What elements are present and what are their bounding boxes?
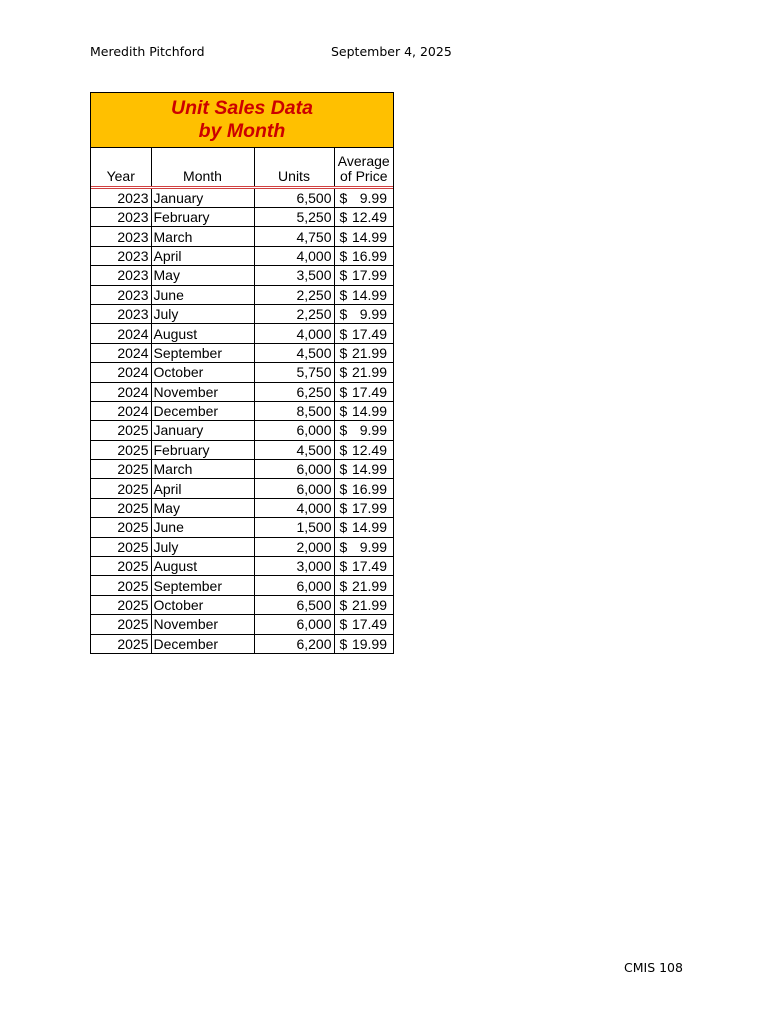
cell-price <box>334 460 393 479</box>
currency-symbol: $ <box>339 480 348 497</box>
currency-symbol: $ <box>339 209 348 226</box>
cell-units: 4,750 <box>254 227 334 246</box>
price-value: 14.99 <box>351 403 387 420</box>
table-row <box>91 460 393 479</box>
currency-symbol: $ <box>339 577 348 594</box>
cell-units: 6,500 <box>254 188 334 208</box>
currency-symbol: $ <box>339 538 348 555</box>
cell-price <box>334 440 393 459</box>
cell-price <box>334 557 393 576</box>
table-row <box>91 595 393 614</box>
cell-price <box>334 634 393 653</box>
cell-units: 4,000 <box>254 246 334 265</box>
cell-year: 2023 <box>91 227 151 246</box>
cell-price <box>334 188 393 208</box>
cell-year: 2025 <box>91 576 151 595</box>
price-value: 16.99 <box>351 480 387 497</box>
cell-price <box>334 246 393 265</box>
cell-year: 2023 <box>91 188 151 208</box>
cell-price <box>334 401 393 420</box>
col-header-month: Month <box>151 148 254 188</box>
currency-symbol: $ <box>339 364 348 381</box>
cell-month: October <box>151 595 254 614</box>
cell-month: September <box>151 576 254 595</box>
currency-symbol: $ <box>339 344 348 361</box>
cell-units: 4,500 <box>254 440 334 459</box>
currency-symbol: $ <box>339 616 348 633</box>
cell-month: May <box>151 498 254 517</box>
col-header-price <box>334 148 393 188</box>
cell-units: 5,750 <box>254 363 334 382</box>
column-header-row <box>91 148 393 188</box>
cell-year: 2025 <box>91 518 151 537</box>
cell-year: 2024 <box>91 382 151 401</box>
currency-symbol: $ <box>339 306 348 323</box>
cell-month: January <box>151 188 254 208</box>
table-row <box>91 266 393 285</box>
cell-units: 4,000 <box>254 498 334 517</box>
currency-symbol: $ <box>339 383 348 400</box>
col-header-price-line2: of Price <box>340 168 388 184</box>
cell-year: 2025 <box>91 537 151 556</box>
table-row <box>91 246 393 265</box>
cell-price <box>334 363 393 382</box>
cell-units: 6,500 <box>254 595 334 614</box>
cell-month: October <box>151 363 254 382</box>
cell-units: 6,000 <box>254 421 334 440</box>
table-row <box>91 324 393 343</box>
cell-year: 2023 <box>91 266 151 285</box>
price-value: 19.99 <box>351 636 387 653</box>
price-value: 21.99 <box>351 364 387 381</box>
cell-year: 2025 <box>91 634 151 653</box>
table-row <box>91 518 393 537</box>
cell-month: July <box>151 304 254 323</box>
table-row <box>91 188 393 208</box>
price-value: 21.99 <box>351 577 387 594</box>
cell-month: November <box>151 615 254 634</box>
cell-price <box>334 421 393 440</box>
price-value: 21.99 <box>351 344 387 361</box>
cell-year: 2023 <box>91 285 151 304</box>
price-value: 16.99 <box>351 247 387 264</box>
cell-price <box>334 285 393 304</box>
currency-symbol: $ <box>339 500 348 517</box>
cell-month: September <box>151 343 254 362</box>
price-value: 17.49 <box>351 383 387 400</box>
cell-units: 6,250 <box>254 382 334 401</box>
cell-month: November <box>151 382 254 401</box>
cell-units: 6,200 <box>254 634 334 653</box>
price-value: 9.99 <box>359 538 387 555</box>
cell-year: 2023 <box>91 246 151 265</box>
cell-month: June <box>151 518 254 537</box>
cell-price <box>334 537 393 556</box>
currency-symbol: $ <box>339 422 348 439</box>
cell-units: 4,000 <box>254 324 334 343</box>
table-row <box>91 304 393 323</box>
cell-units: 3,000 <box>254 557 334 576</box>
cell-units: 2,250 <box>254 285 334 304</box>
currency-symbol: $ <box>339 441 348 458</box>
course-code: CMIS 108 <box>624 960 683 975</box>
cell-year: 2025 <box>91 595 151 614</box>
author-name: Meredith Pitchford <box>90 44 205 59</box>
cell-month: January <box>151 421 254 440</box>
cell-month: February <box>151 440 254 459</box>
price-value: 12.49 <box>351 209 387 226</box>
cell-month: April <box>151 479 254 498</box>
cell-year: 2025 <box>91 421 151 440</box>
cell-units: 3,500 <box>254 266 334 285</box>
cell-month: August <box>151 324 254 343</box>
cell-month: April <box>151 246 254 265</box>
currency-symbol: $ <box>339 247 348 264</box>
table-title-line2: by Month <box>198 120 286 142</box>
cell-year: 2024 <box>91 343 151 362</box>
col-header-price-line1: Average <box>337 153 390 169</box>
cell-units: 4,500 <box>254 343 334 362</box>
cell-price <box>334 382 393 401</box>
cell-month: July <box>151 537 254 556</box>
table-row <box>91 557 393 576</box>
cell-year: 2025 <box>91 440 151 459</box>
table-row <box>91 363 393 382</box>
cell-price <box>334 343 393 362</box>
cell-units: 2,000 <box>254 537 334 556</box>
table-row <box>91 208 393 227</box>
cell-units: 5,250 <box>254 208 334 227</box>
cell-units: 2,250 <box>254 304 334 323</box>
currency-symbol: $ <box>339 325 348 342</box>
cell-month: March <box>151 227 254 246</box>
cell-year: 2025 <box>91 498 151 517</box>
cell-price <box>334 595 393 614</box>
price-value: 17.99 <box>351 267 387 284</box>
cell-price <box>334 266 393 285</box>
price-value: 9.99 <box>359 306 387 323</box>
table-row <box>91 576 393 595</box>
cell-units: 6,000 <box>254 479 334 498</box>
table-title-line1: Unit Sales Data <box>171 97 313 119</box>
price-value: 9.99 <box>359 190 387 206</box>
table-row <box>91 227 393 246</box>
currency-symbol: $ <box>339 190 348 206</box>
table-row <box>91 382 393 401</box>
data-grid <box>91 148 393 653</box>
col-header-year: Year <box>91 148 151 188</box>
cell-month: August <box>151 557 254 576</box>
currency-symbol: $ <box>339 519 348 536</box>
cell-price <box>334 576 393 595</box>
price-value: 21.99 <box>351 597 387 613</box>
cell-units: 8,500 <box>254 401 334 420</box>
cell-price <box>334 498 393 517</box>
col-header-units: Units <box>254 148 334 188</box>
table-row <box>91 615 393 634</box>
cell-year: 2025 <box>91 460 151 479</box>
cell-month: December <box>151 401 254 420</box>
price-value: 14.99 <box>351 228 387 245</box>
cell-month: May <box>151 266 254 285</box>
cell-month: December <box>151 634 254 653</box>
table-row <box>91 479 393 498</box>
price-value: 17.49 <box>351 325 387 342</box>
currency-symbol: $ <box>339 286 348 303</box>
cell-year: 2023 <box>91 208 151 227</box>
cell-price <box>334 324 393 343</box>
price-value: 17.49 <box>351 616 387 633</box>
cell-units: 6,000 <box>254 460 334 479</box>
cell-price <box>334 227 393 246</box>
cell-units: 1,500 <box>254 518 334 537</box>
cell-price <box>334 304 393 323</box>
currency-symbol: $ <box>339 228 348 245</box>
cell-year: 2024 <box>91 401 151 420</box>
cell-price <box>334 615 393 634</box>
currency-symbol: $ <box>339 597 348 613</box>
cell-price <box>334 518 393 537</box>
table-row <box>91 498 393 517</box>
table-row <box>91 343 393 362</box>
table-row <box>91 440 393 459</box>
price-value: 17.49 <box>351 558 387 575</box>
currency-symbol: $ <box>339 403 348 420</box>
cell-units: 6,000 <box>254 615 334 634</box>
cell-price <box>334 208 393 227</box>
price-value: 9.99 <box>359 422 387 439</box>
cell-year: 2025 <box>91 615 151 634</box>
cell-month: March <box>151 460 254 479</box>
table-row <box>91 634 393 653</box>
table-title <box>91 93 393 148</box>
price-value: 17.99 <box>351 500 387 517</box>
cell-year: 2025 <box>91 557 151 576</box>
table-row <box>91 537 393 556</box>
cell-year: 2025 <box>91 479 151 498</box>
currency-symbol: $ <box>339 558 348 575</box>
cell-month: June <box>151 285 254 304</box>
price-value: 14.99 <box>351 461 387 478</box>
currency-symbol: $ <box>339 267 348 284</box>
table-row <box>91 401 393 420</box>
cell-price <box>334 479 393 498</box>
price-value: 12.49 <box>351 441 387 458</box>
currency-symbol: $ <box>339 636 348 653</box>
cell-year: 2023 <box>91 304 151 323</box>
price-value: 14.99 <box>351 519 387 536</box>
currency-symbol: $ <box>339 461 348 478</box>
document-date: September 4, 2025 <box>331 44 452 59</box>
table-row <box>91 421 393 440</box>
cell-month: February <box>151 208 254 227</box>
cell-year: 2024 <box>91 324 151 343</box>
sales-table <box>90 92 394 654</box>
cell-year: 2024 <box>91 363 151 382</box>
price-value: 14.99 <box>351 286 387 303</box>
table-row <box>91 285 393 304</box>
cell-units: 6,000 <box>254 576 334 595</box>
